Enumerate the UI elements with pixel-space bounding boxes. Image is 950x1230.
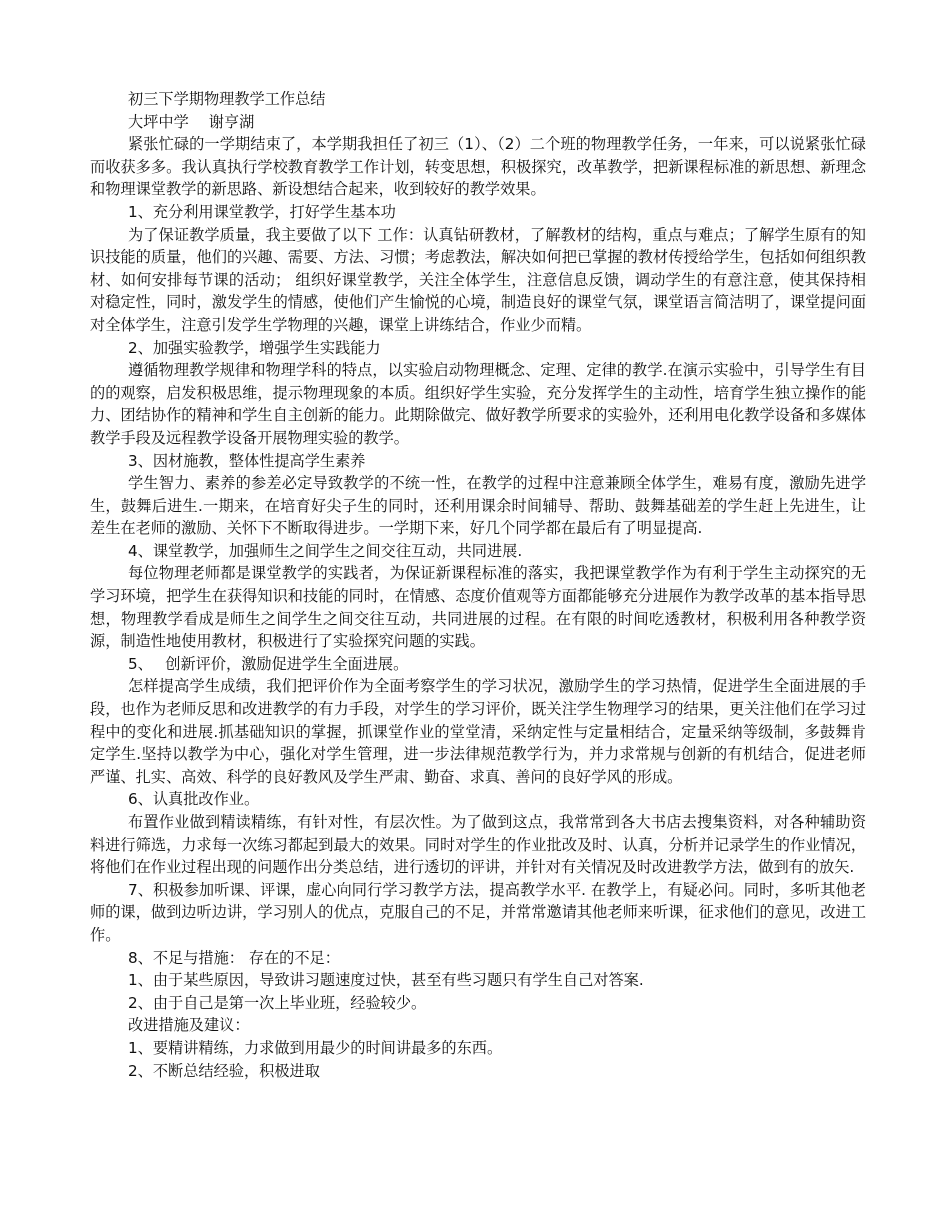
- section-3-body: 学生智力、素养的参差必定导致教学的不统一性，在教学的过程中注意兼顾全体学生，难易有度，激励先进学生，鼓舞后进生.一期来，在培育好尖子生的同时，还利用课余时间辅导、帮助、鼓舞基础差的学生赶上先进生，让差生在老师的激励、关怀下不断取得进步。一学期下来，好几个同学都在最后有了明显提高.: [90, 474, 866, 538]
- section-5-body: 怎样提高学生成绩，我们把评价作为全面考察学生的学习状况，激励学生的学习热情，促进学生全面进展的手段，也作为老师反思和改进教学的有力手段，对学生的学习评价，既关注学生物理学习的结果，更关注他们在学习过程中的变化和进展.抓基础知识的掌握，抓课堂作业的堂堂清，采纳定性与定量相结合，定量采纳等级制，多鼓舞肯定学生.坚持以教学为中心，强化对学生管理，进一步法律规范教学行为，并力求常规与创新的有机结合，促进老师严谨、扎实、高效、科学的良好教风及学生严肃、勤奋、求真、善问的良好学风的形成。: [90, 677, 866, 786]
- section-8-heading: 8、不足与措施： 存在的不足：: [128, 948, 340, 967]
- section-3-heading: 3、因材施教，整体性提高学生素养: [128, 451, 366, 470]
- shortcoming-item: 2、由于自己是第一次上毕业班，经验较少。: [128, 993, 427, 1012]
- section-2-heading: 2、加强实验教学，增强学生实践能力: [128, 338, 381, 357]
- section-1-heading: 1、充分利用课堂教学，打好学生基本功: [128, 202, 396, 221]
- section-1-body: 为了保证教学质量，我主要做了以下 工作：认真钻研教材，了解教材的结构，重点与难点；了解学生原有的知识技能的质量，他们的兴趣、需要、方法、习惯；考虑教法，解决如何把已掌握的教材传授给学生，包括如何组织教材、如何安排每节课的活动； 组织好课堂教学，关注全体学生，注意信息反馈，调动学生的有意注意，使其保持相对稳定性，同时，激发学生的情感，使他们产生愉悦的心境，制造良好的课堂气氛，课堂语言简洁明了，课堂提问面对全体学生，注意引发学生学物理的兴趣，课堂上讲练结合，作业少而精。: [90, 225, 866, 334]
- section-6-body: 布置作业做到精读精练，有针对性，有层次性。为了做到这点，我常常到各大书店去搜集资料，对各种辅助资料进行筛选，力求每一次练习都起到最大的效果。同时对学生的作业批改及时、认真，分析并记录学生的作业情况，将他们在作业过程出现的问题作出分类总结，进行透切的评讲，并针对有关情况及时改进教学方法，做到有的放矢.: [90, 813, 866, 877]
- section-7-body: 7、积极参加听课、评课，虚心向同行学习教学方法，提高教学水平. 在教学上，有疑必问。同时，多听其他老师的课，做到边听边讲，学习别人的优点，克服自己的不足，并常常邀请其他老师来听课，征求他们的意见，改进工作。: [90, 880, 866, 944]
- document-title: 初三下学期物理教学工作总结: [128, 90, 326, 108]
- section-6-heading: 6、认真批改作业。: [128, 790, 260, 809]
- measure-item: 2、不断总结经验，积极进取: [128, 1061, 320, 1080]
- author-line: 大坪中学 谢亨湖: [128, 112, 255, 131]
- measure-item: 1、要精讲精练，力求做到用最少的时间讲最多的东西。: [128, 1038, 503, 1057]
- section-5-heading: 5、 创新评价，激励促进学生全面进展。: [128, 654, 409, 673]
- section-4-heading: 4、课堂教学，加强师生之间学生之间交往互动，共同进展.: [128, 541, 523, 560]
- shortcoming-item: 1、由于某些原因，导致讲习题速度过快，甚至有些习题只有学生自己对答案.: [128, 971, 644, 990]
- measures-heading: 改进措施及建议：: [128, 1016, 250, 1035]
- section-4-body: 每位物理老师都是课堂教学的实践者，为保证新课程标准的落实，我把课堂教学作为有利于学生主动探究的无学习环境，把学生在获得知识和技能的同时，在情感、态度价值观等方面都能够充分进展作为教学改革的基本指导思想，物理教学看成是师生之间学生之间交往互动，共同进展的过程。在有限的时间吃透教材，积极利用各种教学资源，制造性地使用教材，积极进行了实验探究问题的实践。: [90, 564, 866, 651]
- intro-paragraph: 紧张忙碌的一学期结束了，本学期我担任了初三（1）、（2）二个班的物理教学任务，一年来，可以说紧张忙碌而收获多多。我认真执行学校教育教学工作计划，转变思想，积极探究，改革教学，把新课程标准的新思想、新理念和物理课堂教学的新思路、新设想结合起来，收到较好的教学效果。: [90, 135, 866, 199]
- section-2-body: 遵循物理教学规律和物理学科的特点，以实验启动物理概念、定理、定律的教学.在演示实验中，引导学生有目的的观察，启发积极思维，提示物理现象的本质。组织好学生实验，充分发挥学生的主动性，培育学生独立操作的能力、团结协作的精神和学生自主创新的能力。此期除做完、做好教学所要求的实验外，还利用电化教学设备和多媒体教学手段及远程教学设备开展物理实验的教学。: [90, 361, 866, 447]
